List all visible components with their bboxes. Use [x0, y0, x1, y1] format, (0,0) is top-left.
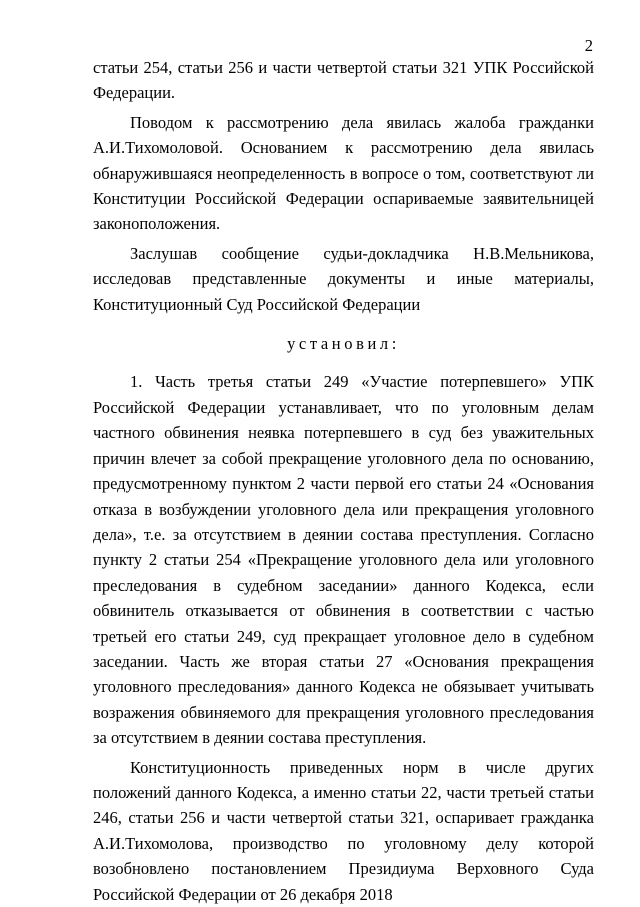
page-number: 2: [584, 36, 593, 55]
paragraph-1: статьи 254, статьи 256 и части четвертой статьи 321 УПК Российской Федерации.: [93, 58, 594, 103]
paragraph-5: Конституционность приведенных норм в числе других положений данного Кодекса, а именно статьи 22, части третьей статьи 246, статьи 256 и части четвертой статьи 321, оспаривает гражданка А.И.Тихомолова, производство по уголовному делу которой возобновлено постановлением Президиума Верховного Суда Российской Федерации от 26 декабря 2018: [93, 757, 594, 904]
document-body: [93, 55, 594, 907]
paragraph-4: 1. Часть третья статьи 249 «Участие потерпевшего» УПК Российской Федерации устанавливает, что по уголовным делам частного обвинения неявка потерпевшего в суд без уважительных причин влечет за собой прекращение уголовного дела по основанию, предусмотренному пунктом 2 части первой его статьи 24 «Основания отказа в возбуждении уголовного дела или прекращения уголовного дела», т.е. за отсутствием в деянии состава преступления. Согласно пункту 2 статьи 254 «Прекращение уголовного дела или уголовного преследования в судебном заседании» данного Кодекса, если обвинитель отказывается от обвинения в соответствии с частью третьей его статьи 249, суд прекращает уголовное дело в судебном заседании. Часть же вторая статьи 27 «Основания прекращения уголовного преследования» данного Кодекса не обязывает учитывать возражения обвиняемого для прекращения уголовного преследования за отсутствием в деянии состава преступления.: [93, 372, 594, 748]
paragraph-3: Заслушав сообщение судьи-докладчика Н.В.Мельникова, исследовав представленные документы и иные материалы, Конституционный Суд Российской Федерации: [93, 243, 594, 314]
paragraph-2: Поводом к рассмотрению дела явилась жалоба гражданки А.И.Тихомоловой. Основанием к рассмотрению дела явилась обнаружившаяся неопределенность в вопросе о том, соответствуют ли Конституции Российской Федерации оспариваемые заявительницей законоположения.: [93, 112, 594, 234]
section-heading: установил:: [287, 334, 400, 354]
